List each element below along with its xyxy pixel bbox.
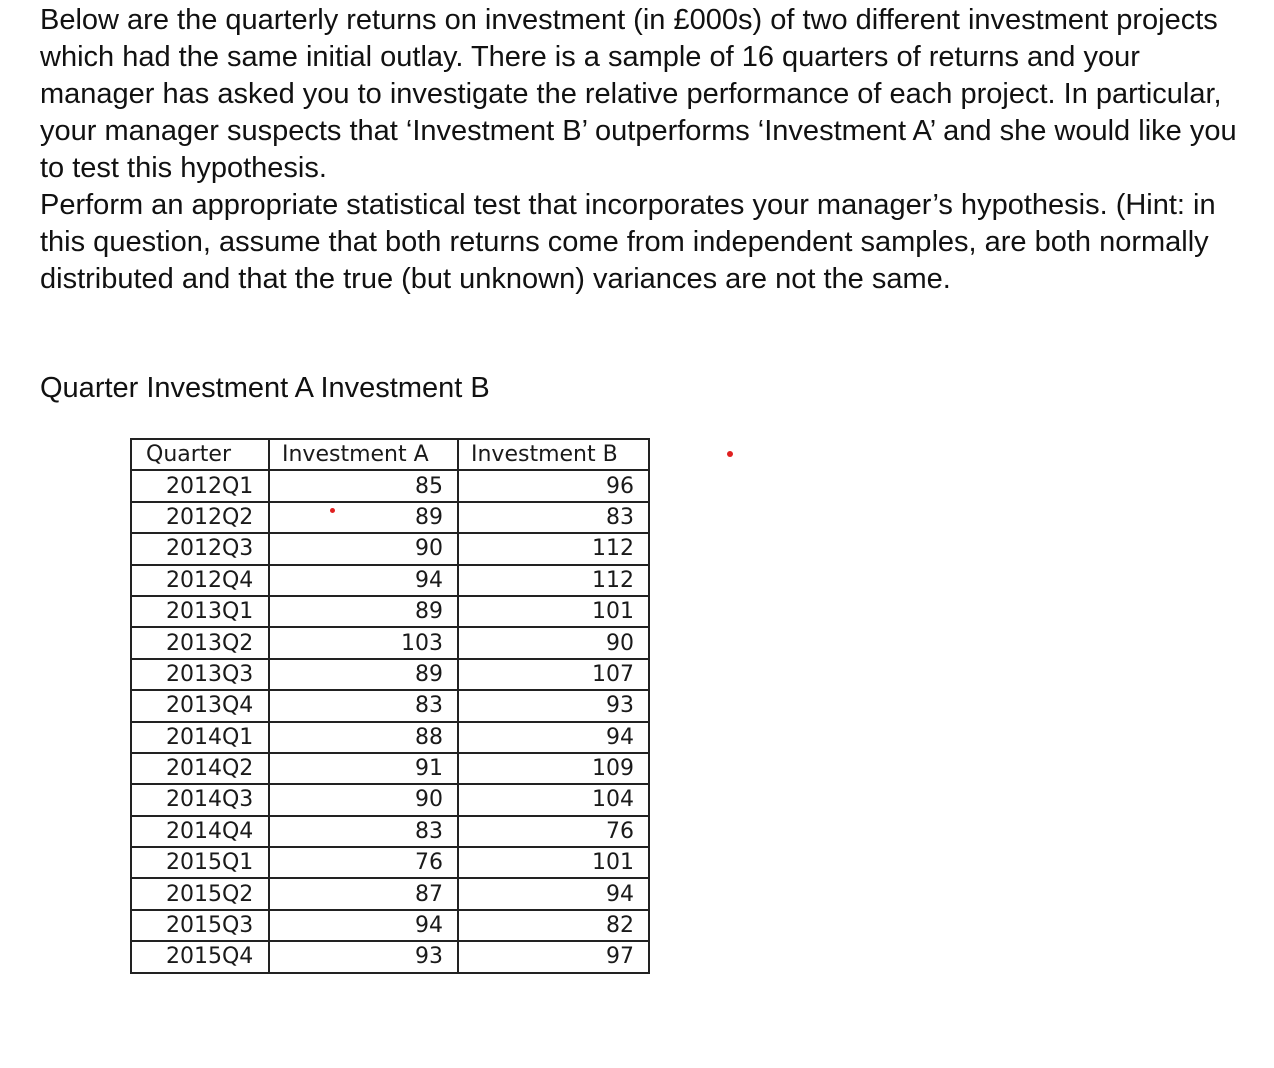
cell-quarter: 2014Q4 [131, 816, 269, 847]
cell-quarter: 2013Q2 [131, 627, 269, 658]
table-row [131, 878, 649, 909]
table-body [131, 470, 649, 972]
cell-quarter: 2015Q3 [131, 910, 269, 941]
cell-investment-b: 104 [458, 784, 649, 815]
cell-investment-b: 96 [458, 470, 649, 501]
cell-quarter: 2012Q2 [131, 502, 269, 533]
cell-investment-a: 93 [269, 941, 458, 972]
table-row [131, 565, 649, 596]
red-marker-dot [330, 508, 335, 513]
table-row [131, 941, 649, 972]
cell-investment-a: 89 [269, 502, 458, 533]
table-row [131, 627, 649, 658]
cell-quarter: 2013Q4 [131, 690, 269, 721]
table-row [131, 596, 649, 627]
table-row [131, 910, 649, 941]
cell-investment-b: 101 [458, 596, 649, 627]
cell-investment-a: 83 [269, 816, 458, 847]
cell-investment-a: 76 [269, 847, 458, 878]
cell-investment-b: 82 [458, 910, 649, 941]
cell-quarter: 2013Q1 [131, 596, 269, 627]
cell-investment-b: 90 [458, 627, 649, 658]
cell-investment-a: 91 [269, 753, 458, 784]
cell-investment-a: 90 [269, 784, 458, 815]
cell-quarter: 2012Q1 [131, 470, 269, 501]
cell-investment-b: 97 [458, 941, 649, 972]
question-paragraph-2: Perform an appropriate statistical test that incorporates your manager’s hypothesis. (Hint: in this question, assume that both returns come from independent samples, are both normally distributed and that the true (but unknown) variances are not the same. [40, 189, 1216, 295]
cell-quarter: 2015Q1 [131, 847, 269, 878]
table-row [131, 722, 649, 753]
cell-investment-a: 94 [269, 910, 458, 941]
table-row [131, 816, 649, 847]
cell-investment-b: 112 [458, 565, 649, 596]
returns-table [130, 438, 650, 974]
table-row [131, 659, 649, 690]
cell-investment-b: 76 [458, 816, 649, 847]
question-paragraph-1: Below are the quarterly returns on investment (in £000s) of two different investment projects which had the same initial outlay. There is a sample of 16 quarters of returns and your manager has asked you to investigate the relative performance of each project. In particular, your manager suspects that ‘Investment B’ outperforms ‘Investment A’ and she would like you to test this hypothesis. [40, 4, 1237, 184]
table-row [131, 753, 649, 784]
cell-quarter: 2013Q3 [131, 659, 269, 690]
cell-investment-a: 87 [269, 878, 458, 909]
header-quarter: Quarter [131, 439, 269, 470]
cell-quarter: 2014Q1 [131, 722, 269, 753]
cell-investment-a: 85 [269, 470, 458, 501]
cell-investment-b: 107 [458, 659, 649, 690]
cell-investment-a: 88 [269, 722, 458, 753]
cell-investment-a: 90 [269, 533, 458, 564]
cell-investment-b: 94 [458, 722, 649, 753]
table-row [131, 470, 649, 501]
cell-investment-a: 103 [269, 627, 458, 658]
cell-quarter: 2014Q2 [131, 753, 269, 784]
cell-investment-b: 93 [458, 690, 649, 721]
header-investment-a: Investment A [269, 439, 458, 470]
cell-quarter: 2015Q2 [131, 878, 269, 909]
cell-investment-a: 83 [269, 690, 458, 721]
cell-investment-b: 94 [458, 878, 649, 909]
cell-investment-b: 83 [458, 502, 649, 533]
table-row [131, 784, 649, 815]
table-title: Quarter Investment A Investment B [40, 372, 490, 404]
cell-quarter: 2014Q3 [131, 784, 269, 815]
table-row [131, 690, 649, 721]
cell-investment-a: 94 [269, 565, 458, 596]
table-row [131, 847, 649, 878]
table-header-row [131, 439, 649, 470]
cell-investment-b: 112 [458, 533, 649, 564]
table-row [131, 502, 649, 533]
cell-quarter: 2015Q4 [131, 941, 269, 972]
header-investment-b: Investment B [458, 439, 649, 470]
cell-quarter: 2012Q3 [131, 533, 269, 564]
cell-investment-b: 101 [458, 847, 649, 878]
red-marker-dot [727, 451, 733, 457]
cell-investment-b: 109 [458, 753, 649, 784]
cell-quarter: 2012Q4 [131, 565, 269, 596]
cell-investment-a: 89 [269, 659, 458, 690]
table-row [131, 533, 649, 564]
cell-investment-a: 89 [269, 596, 458, 627]
question-text [40, 2, 1260, 298]
